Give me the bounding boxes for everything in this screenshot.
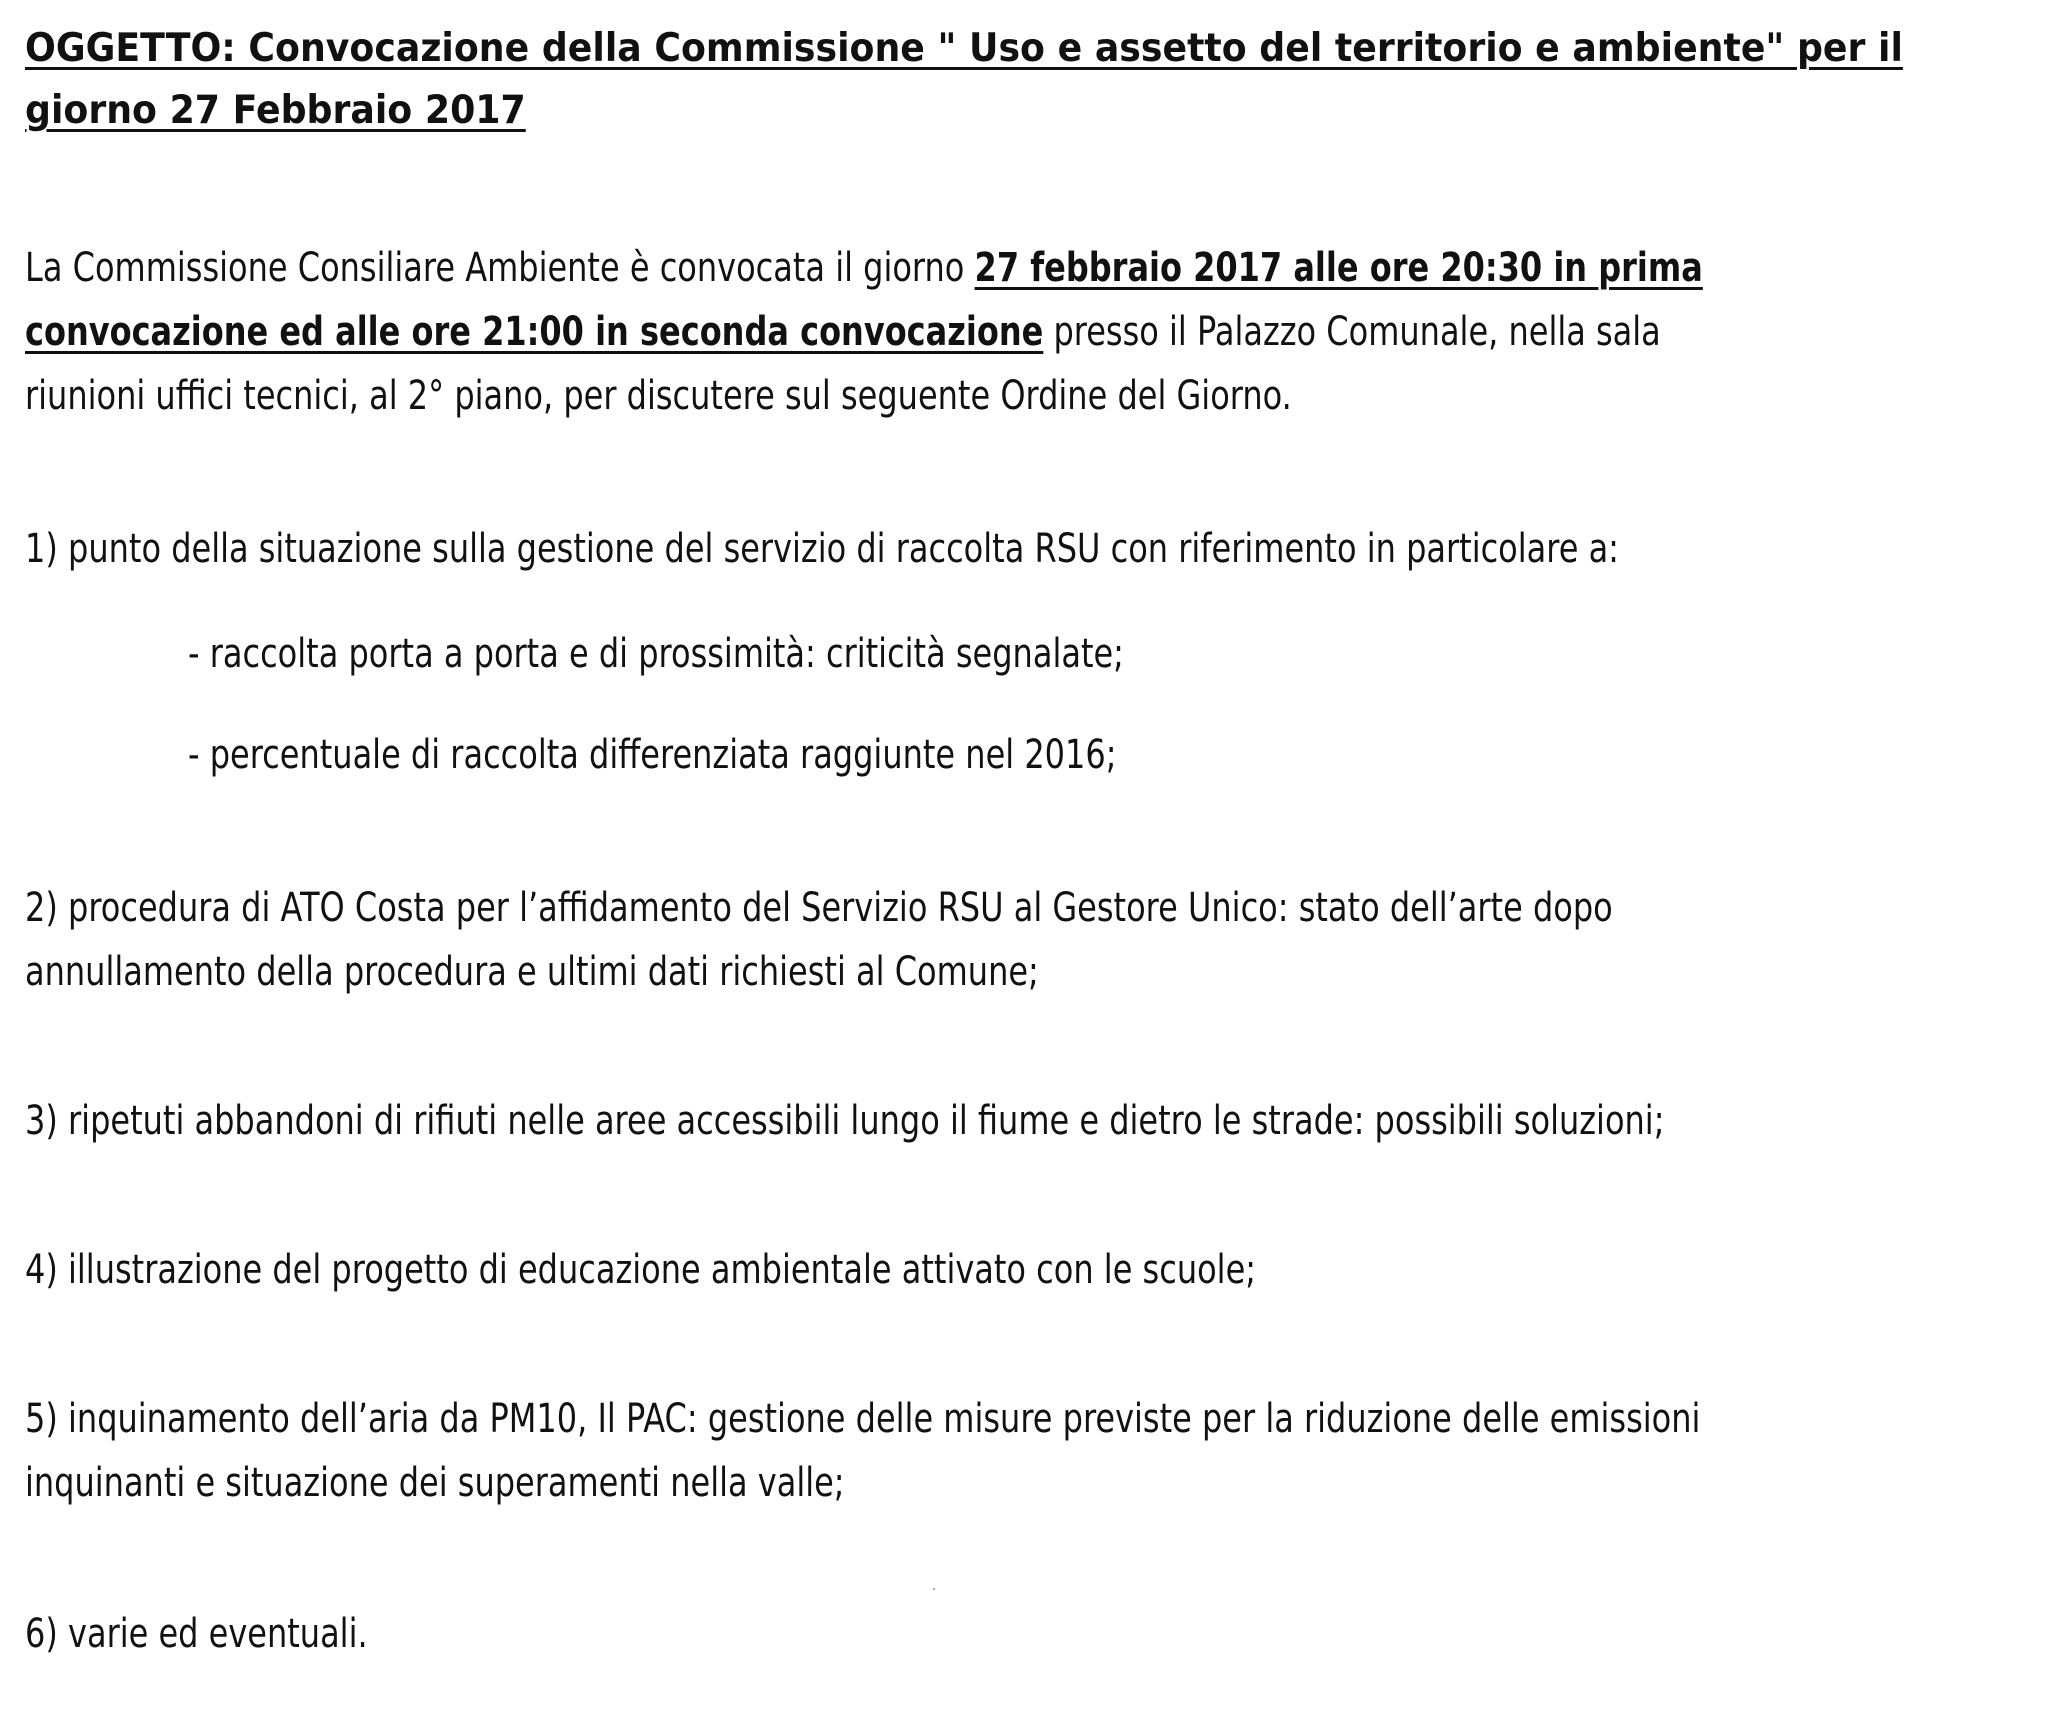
agenda-item-6: 6) varie ed eventuali. [25, 1611, 368, 1657]
agenda-item-2 [25, 876, 1761, 1004]
agenda-item-5-line-1: 5) inquinamento dell’aria da PM10, Il PAC: gestione delle misure previste per la riduzione delle emissioni [25, 1396, 1701, 1442]
intro-location: presso il Palazzo Comunale, nella sala [1043, 309, 1661, 355]
scan-speck [933, 1588, 935, 1590]
meeting-date-time: 27 febbraio 2017 alle ore 20:30 in prima [974, 245, 1703, 291]
agenda-item-5-line-2: inquinanti e situazione dei superamenti nella valle; [25, 1460, 845, 1506]
intro-line-1 [25, 236, 1761, 300]
agenda-item-4: 4) illustrazione del progetto di educazione ambientale attivato con le scuole; [25, 1247, 1257, 1293]
subject-heading: OGGETTO: Convocazione della Commissione " Uso e assetto del territorio e ambiente" per il giorno 27 Febbraio 2017 [25, 26, 1903, 133]
agenda-item-2-line-2: annullamento della procedura e ultimi dati richiesti al Comune; [25, 949, 1039, 995]
agenda-item-1-subpoint-2: - percentuale di raccolta differenziata raggiunte nel 2016; [188, 732, 1117, 778]
meeting-convocation-times: convocazione ed alle ore 21:00 in seconda convocazione [25, 309, 1044, 355]
intro-line-3: riunioni uffici tecnici, al 2° piano, per discutere sul seguente Ordine del Giorno. [25, 373, 1292, 419]
intro-line-2 [25, 300, 1761, 364]
intro-paragraph [25, 236, 1761, 428]
agenda-item-1-subpoint-1: - raccolta porta a porta e di prossimità: criticità segnalate; [188, 631, 1124, 677]
intro-text-before: La Commissione Consiliare Ambiente è convocata il giorno [25, 245, 975, 291]
agenda-item-2-line-1: 2) procedura di ATO Costa per l’affidamento del Servizio RSU al Gestore Unico: stato dell’arte dopo [25, 885, 1613, 931]
agenda-item-5 [25, 1387, 1761, 1515]
agenda-item-3: 3) ripetuti abbandoni di rifiuti nelle aree accessibili lungo il fiume e dietro le strade: possibili soluzioni; [25, 1098, 1665, 1144]
agenda-item-1: 1) punto della situazione sulla gestione del servizio di raccolta RSU con riferimento in particolare a: [25, 526, 1619, 572]
